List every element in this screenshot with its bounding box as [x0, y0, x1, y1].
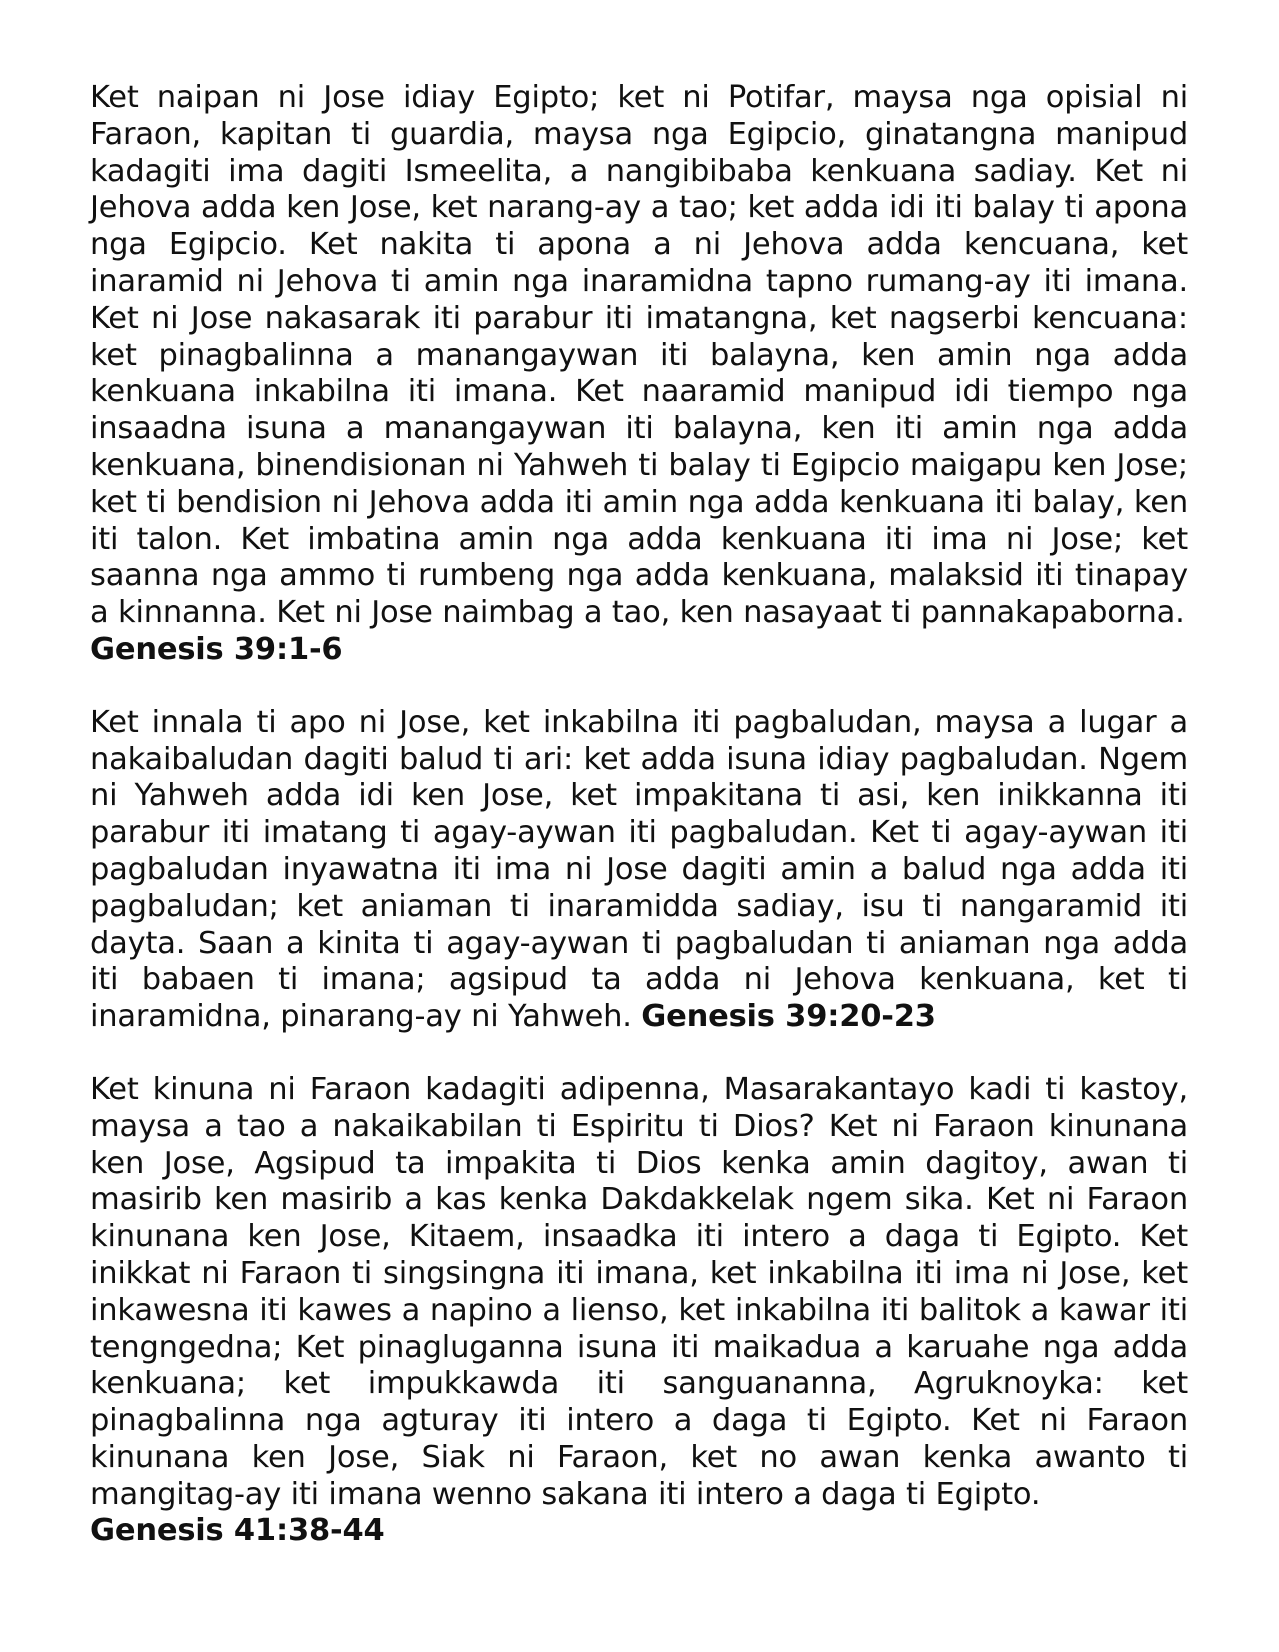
document-page — [90, 80, 1188, 1586]
passage-1 — [90, 80, 1188, 669]
passage-2 — [90, 705, 1188, 1036]
passage-2-reference: Genesis 39:20-23 — [641, 999, 936, 1035]
passage-1-reference: Genesis 39:1-6 — [90, 631, 343, 667]
passage-3-text: Ket kinuna ni Faraon kadagiti adipenna, Masarakantayo kadi ti kastoy, maysa a tao a nakaikabilan ti Espiritu ti Dios? Ket ni Faraon kinunana ken Jose, Agsipud ta impakita ti Dios kenka amin dagitoy, awan ti masirib ken masirib a kas kenka Dakdakkelak ngem sika. Ket ni Faraon kinunana ken Jose, Kitaem, insaadka iti intero a daga ti Egipto. Ket inikkat ni Faraon ti singsingna iti imana, ket inkabilna iti ima ni Jose, ket inkawesna iti kawes a napino a lienso, ket inkabilna iti balitok a kawar iti tengngedna; Ket pinagluganna isuna iti maikadua a karuahe nga adda kenkuana; ket impukkawda iti sanguananna, Agruknoyka: ket pinagbalinna nga agturay iti intero a daga ti Egipto. Ket ni Faraon kinunana ken Jose, Siak ni Faraon, ket no awan kenka awanto ti mangitag-ay iti imana wenno sakana iti intero a daga ti Egipto. — [90, 1071, 1188, 1512]
passage-1-text: Ket naipan ni Jose idiay Egipto; ket ni Potifar, maysa nga opisial ni Faraon, kapitan ti guardia, maysa nga Egipcio, ginatangna manipud kadagiti ima dagiti Ismeelita, a nangibibaba kenkuana sadiay. Ket ni Jehova adda ken Jose, ket narang-ay a tao; ket adda idi iti balay ti apona nga Egipcio. Ket nakita ti apona a ni Jehova adda kencuana, ket inaramid ni Jehova ti amin nga inaramidna tapno rumang-ay iti imana. Ket ni Jose nakasarak iti parabur iti imatangna, ket nagserbi kencuana: ket pinagbalinna a manangaywan iti balayna, ken amin nga adda kenkuana inkabilna iti imana. Ket naaramid manipud idi tiempo nga insaadna isuna a manangaywan iti balayna, ken iti amin nga adda kenkuana, binendisionan ni Yahweh ti balay ti Egipcio maigapu ken Jose; ket ti bendision ni Jehova adda iti amin nga adda kenkuana iti balay, ken iti talon. Ket imbatina amin nga adda kenkuana iti ima ni Jose; ket saanna nga ammo ti rumbeng nga adda kenkuana, malaksid iti tinapay a kinnanna. Ket ni Jose naimbag a tao, ken nasayaat ti pannakapaborna. — [90, 80, 1188, 631]
passage-2-text: Ket innala ti apo ni Jose, ket inkabilna iti pagbaludan, maysa a lugar a nakaibaludan dagiti balud ti ari: ket adda isuna idiay pagbaludan. Ngem ni Yahweh adda idi ken Jose, ket impakitana ti asi, ken inikkanna iti parabur iti imatang ti agay-aywan iti pagbaludan. Ket ti agay-aywan iti pagbaludan inyawatna iti ima ni Jose dagiti amin a balud nga adda iti pagbaludan; ket aniaman ti inaramidda sadiay, isu ti nangaramid iti dayta. Saan a kinita ti agay-aywan ti pagbaludan ti aniaman nga adda iti babaen ti imana; agsipud ta adda ni Jehova kenkuana, ket ti inaramidna, pinarang-ay ni Yahweh. — [90, 704, 1188, 1035]
passage-3 — [90, 1072, 1188, 1550]
passage-3-reference: Genesis 41:38-44 — [90, 1513, 385, 1549]
